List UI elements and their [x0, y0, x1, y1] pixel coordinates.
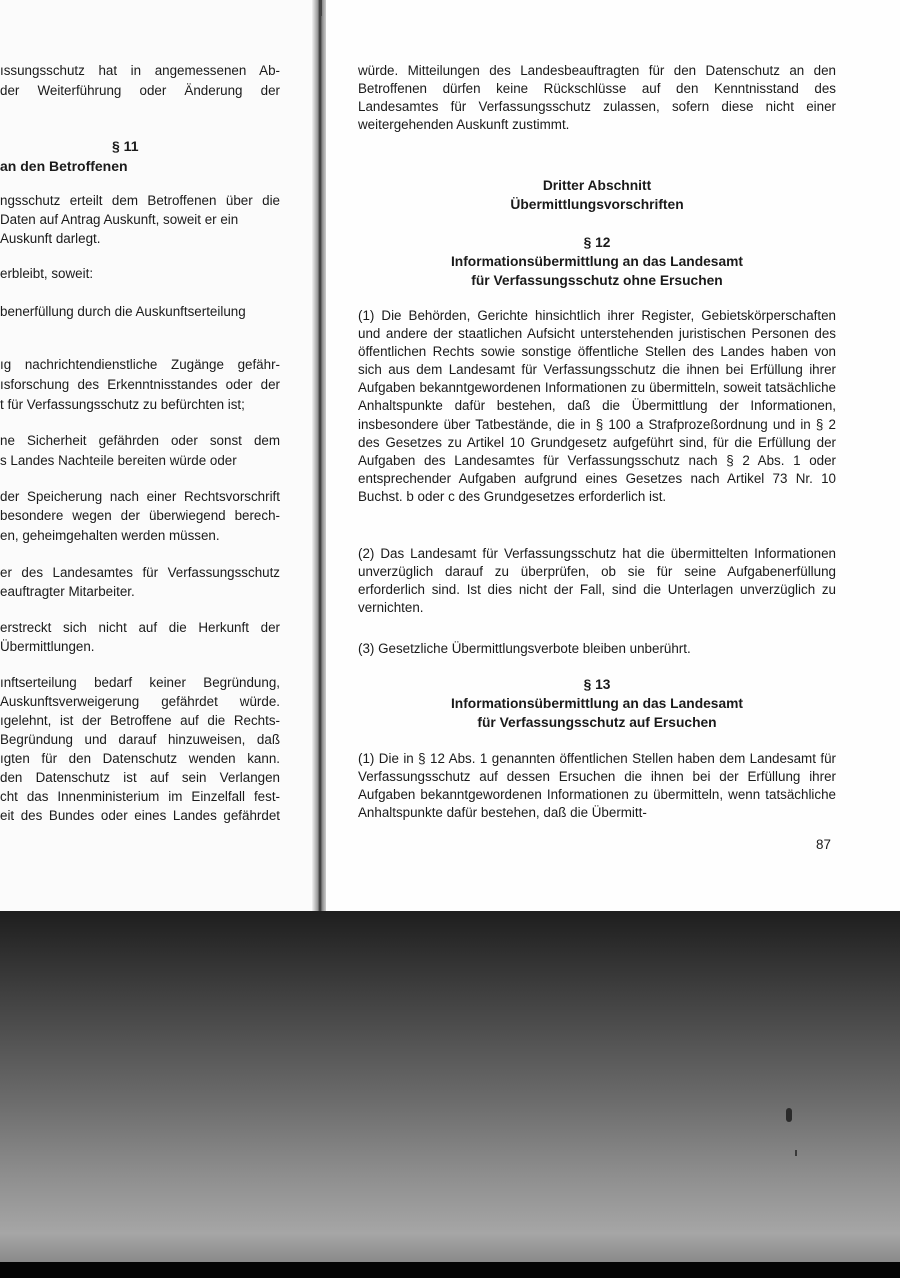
- right-page: [326, 0, 900, 912]
- left-text-line: ıgten für den Datenschutz wenden kann.: [0, 751, 280, 766]
- left-text-line: eit des Bundes oder eines Landes gefährdet: [0, 808, 280, 823]
- binding-mark: [319, 0, 322, 16]
- left-text-line: Begründung und darauf hinzuweisen, daß: [0, 732, 280, 747]
- section-13-number: § 13: [583, 677, 611, 692]
- left-section-number: § 11: [112, 138, 139, 154]
- dust-speck: [786, 1108, 792, 1122]
- left-text-line: Auskunft darlegt.: [0, 231, 101, 246]
- section-12-title-line1: Informationsübermittlung an das Landesamt: [450, 254, 744, 269]
- left-text-line: den Datenschutz ist auf sein Verlangen: [0, 770, 280, 785]
- section-12-title-line2: für Verfassungsschutz ohne Ersuchen: [471, 273, 723, 288]
- left-text-line: ne Sicherheit gefährden oder sonst dem: [0, 433, 280, 448]
- left-text-line: Auskunftsverweigerung gefährdet würde.: [0, 694, 280, 709]
- left-text-line: erbleibt, soweit:: [0, 266, 94, 281]
- left-text-line: ngsschutz erteilt dem Betroffenen über die: [0, 193, 280, 208]
- left-text-line: ıg nachrichtendienstliche Zugänge gefähr-: [0, 357, 280, 372]
- left-text-line: Übermittlungen.: [0, 639, 95, 654]
- left-text-line: eauftragter Mitarbeiter.: [0, 584, 135, 599]
- intro-paragraph: würde. Mitteilungen des Landesbeauftragten für den Datenschutz an den Betroffenen dürfen keine Rückschlüsse auf den Kenntnisstand des Landesamtes für Verfassungsschutz zulassen, sofern diese nicht einer weitergehenden Auskunft zustimmt.: [358, 63, 836, 133]
- section-13-title-line2: für Verfassungsschutz auf Ersuchen: [477, 715, 717, 730]
- chapter-title: Übermittlungsvorschriften: [510, 197, 684, 212]
- left-text-line: benerfüllung durch die Auskunftserteilung: [0, 304, 246, 319]
- left-page: [0, 0, 318, 912]
- left-text-line: ınftserteilung bedarf keiner Begründung,: [0, 675, 280, 690]
- scanner-background: [0, 911, 900, 1278]
- section-13-title-line1: Informationsübermittlung an das Landesamt: [450, 696, 744, 711]
- section-13-paragraph-1: (1) Die in § 12 Abs. 1 genannten öffentlichen Stellen haben dem Landesamt für Verfassungsschutz auf dessen Ersuchen die ihnen bei der Erfüllung ihrer Aufgaben bekanntgewordenen Informationen zu übermitteln, wenn tatsächliche Anhaltspunkte dafür bestehen, daß die Übermitt-: [358, 751, 836, 821]
- dust-speck: [795, 1150, 797, 1156]
- chapter-label: Dritter Abschnitt: [542, 178, 652, 193]
- left-text-line: ıgelehnt, ist der Betroffene auf die Rechts-: [0, 713, 280, 728]
- left-section-title: an den Betroffenen: [0, 158, 128, 174]
- section-12-paragraph-3: (3) Gesetzliche Übermittlungsverbote bleiben unberührt.: [358, 641, 691, 656]
- left-text-line: t für Verfassungsschutz zu befürchten ist;: [0, 397, 245, 412]
- left-text-line: s Landes Nachteile bereiten würde oder: [0, 453, 237, 468]
- scanner-edge: [0, 1262, 900, 1278]
- left-text-line: en, geheimgehalten werden müssen.: [0, 528, 220, 543]
- page-number: 87: [816, 837, 831, 852]
- left-text-line: ısforschung des Erkenntnisstandes oder der: [0, 377, 280, 392]
- left-text-line: der Weiterführung oder Änderung der: [0, 83, 280, 98]
- section-12-number: § 12: [583, 235, 611, 250]
- left-text-line: der Speicherung nach einer Rechtsvorschrift: [0, 489, 280, 504]
- left-text-line: erstreckt sich nicht auf die Herkunft der: [0, 620, 280, 635]
- left-text-line: cht das Innenministerium im Einzelfall fest-: [0, 789, 280, 804]
- left-text-line: er des Landesamtes für Verfassungsschutz: [0, 565, 280, 580]
- section-12-paragraph-1: (1) Die Behörden, Gerichte hinsichtlich ihrer Register, Gebietskörperschaften und andere der staatlichen Aufsicht unterstehenden juristischen Personen des öffentlichen Rechts sowie sonstige öffentliche Stellen des Landes haben von sich aus dem Landesamt für Verfassungsschutz die ihnen bei Erfüllung ihrer Aufgaben bekanntgewordenen Informationen zu übermitteln, soweit tatsächliche Anhaltspunkte dafür bestehen, daß die Übermittlung der Informationen, insbesondere über Tatbestände, die in § 100 a Strafprozeßordnung und in § 2 des Gesetzes zu Artikel 10 Grundgesetz aufgeführt sind, für die Erfüllung der Aufgaben des Landesamtes für Verfassungsschutz nach § 2 Abs. 1 oder entsprechender Aufgaben aufgrund eines Gesetzes nach Artikel 73 Nr. 10 Buchst. b oder c des Grundgesetzes erforderlich ist.: [358, 308, 836, 504]
- left-text-line: besondere wegen der überwiegend berech-: [0, 508, 280, 523]
- section-12-paragraph-2: (2) Das Landesamt für Verfassungsschutz hat die übermittelten Informationen unverzüglich darauf zu überprüfen, ob sie für seine Aufgabenerfüllung erforderlich sind. Ist dies nicht der Fall, sind die Unterlagen unverzüglich zu vernichten.: [358, 546, 836, 616]
- left-text-line: ıssungsschutz hat in angemessenen Ab-: [0, 63, 280, 78]
- left-text-line: Daten auf Antrag Auskunft, soweit er ein: [0, 212, 239, 227]
